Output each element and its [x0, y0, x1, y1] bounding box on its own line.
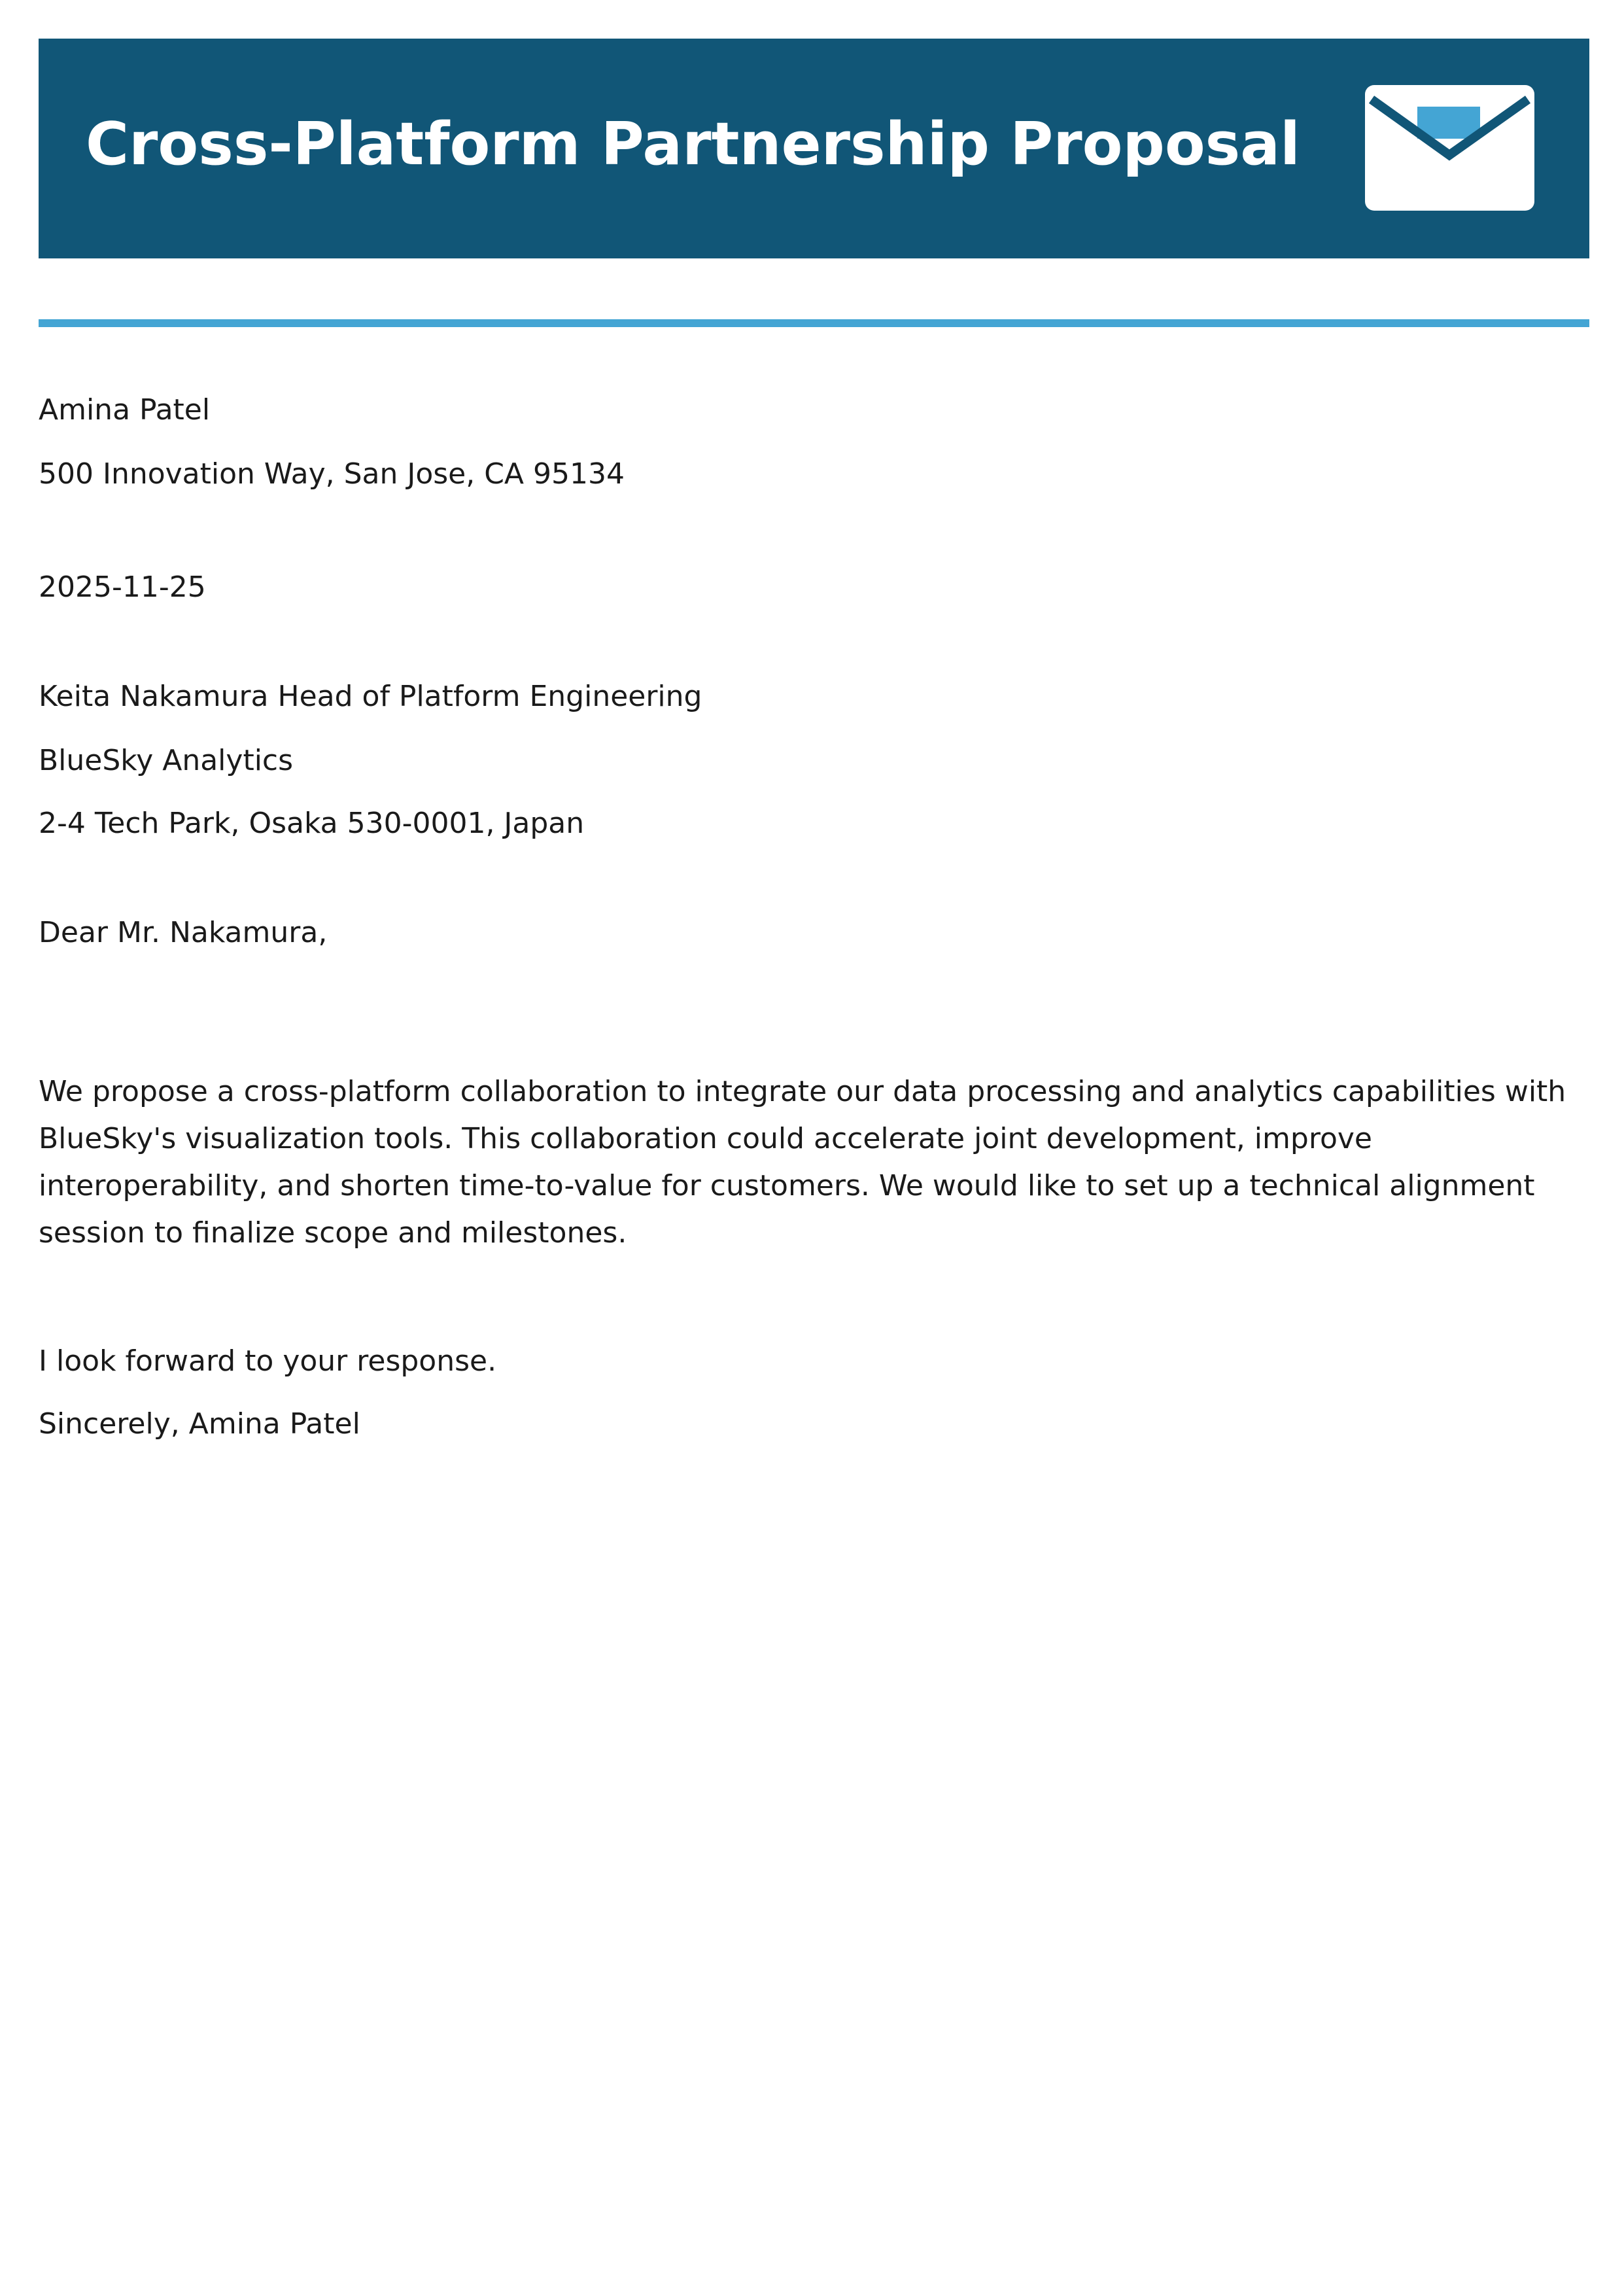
letter-title: Cross-Platform Partnership Proposal [86, 110, 1300, 179]
recipient-address: 2-4 Tech Park, Osaka 530-0001, Japan [39, 807, 585, 840]
recipient-name-title: Keita Nakamura Head of Platform Engineering [39, 680, 702, 713]
salutation: Dear Mr. Nakamura, [39, 916, 328, 949]
header-divider [39, 319, 1589, 327]
letter-date: 2025-11-25 [39, 570, 206, 604]
sender-name: Amina Patel [39, 393, 211, 427]
body-paragraph: We propose a cross-platform collaboration to integrate our data processing and analytics capabilities with BlueSky's visualization tools. This collaboration could accelerate joint development, improve interoperability, and shorten time-to-value for customers. We would like to set up a technical alignment session to finalize scope and milestones. [39, 1075, 1566, 1250]
envelope-icon [1365, 85, 1534, 211]
recipient-company: BlueSky Analytics [39, 744, 294, 777]
letter-header [39, 39, 1589, 258]
signoff: Sincerely, Amina Patel [39, 1407, 360, 1441]
sender-address: 500 Innovation Way, San Jose, CA 95134 [39, 457, 625, 491]
closing-line: I look forward to your response. [39, 1344, 497, 1378]
